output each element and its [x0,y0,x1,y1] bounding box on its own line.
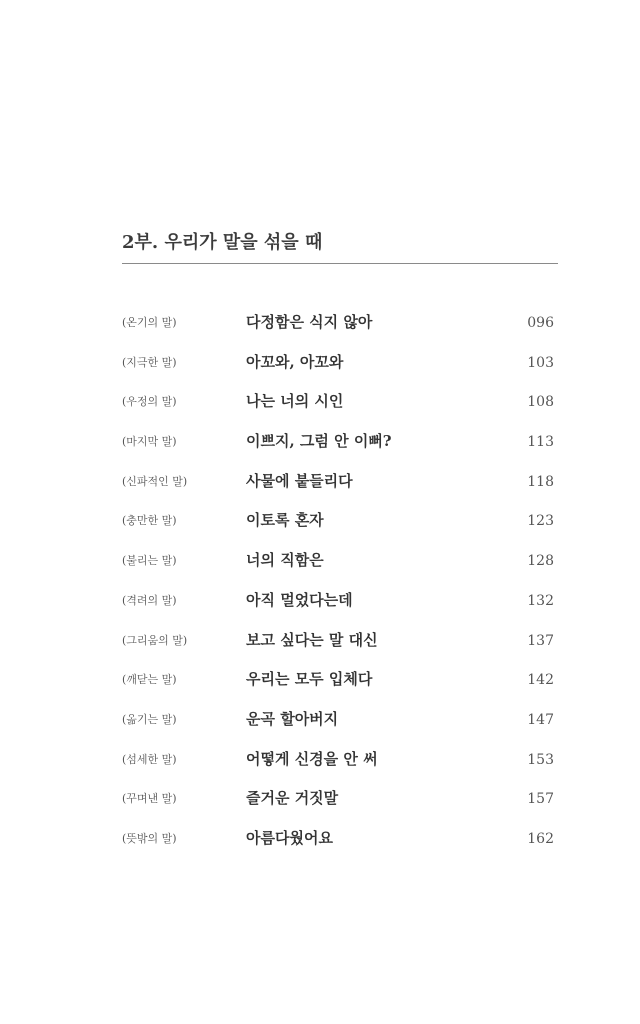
toc-page-number: 103 [527,354,554,371]
toc-title: 사물에 붙들리다 [246,471,353,490]
toc-title: 어떻게 신경을 안 써 [246,749,378,768]
toc-category: (온기의 말) [122,316,177,329]
toc-category: (불리는 말) [122,554,177,568]
section-header [122,226,558,264]
toc-entry[interactable] [122,703,554,743]
toc-page-number: 118 [527,473,554,490]
toc-category: (깨닫는 말) [122,673,177,687]
toc-category: (뜻밖의 말) [122,831,177,845]
toc-page-number: 157 [527,791,554,808]
toc-category: (우정의 말) [122,395,177,409]
toc-category: (지극한 말) [122,355,177,369]
toc-entry[interactable] [122,306,554,346]
toc-title: 아꼬와, 아꼬와 [246,352,344,371]
toc-category: (격려의 말) [122,593,177,607]
toc-title: 이토록 혼자 [246,511,324,530]
toc-category: (꾸며낸 말) [122,792,177,806]
toc-entry[interactable] [122,743,554,783]
toc-page-number: 147 [527,711,554,728]
toc-page-number: 096 [527,315,554,331]
toc-entry[interactable] [122,663,554,703]
toc-entry[interactable] [122,504,554,544]
table-of-contents [122,306,554,862]
toc-category: (충만한 말) [122,514,177,528]
toc-entry[interactable] [122,385,554,425]
toc-title: 다정함은 식지 않아 [246,313,373,331]
toc-category: (마지막 말) [122,435,177,449]
toc-entry[interactable] [122,425,554,465]
toc-category: (그리움의 말) [122,633,188,647]
toc-entry[interactable] [122,822,554,862]
toc-title: 보고 싶다는 말 대신 [246,630,378,649]
toc-page-number: 113 [527,434,554,451]
section-title: 2부. 우리가 말을 섞을 때 [122,232,323,253]
toc-title: 아름다웠어요 [246,828,333,847]
toc-entry[interactable] [122,465,554,505]
toc-title: 즐거운 거짓말 [246,789,339,808]
toc-category: (신파적인 말) [122,474,188,488]
toc-entry[interactable] [122,584,554,624]
toc-category: (옮기는 말) [122,712,177,726]
toc-title: 이쁘지, 그럼 안 이뻐? [246,432,392,451]
section-divider [122,263,558,264]
toc-page-number: 137 [527,632,554,649]
toc-title: 너의 직함은 [246,551,324,570]
toc-page-number: 108 [527,394,554,411]
toc-page-number: 128 [527,553,554,570]
toc-title: 우리는 모두 입체다 [246,670,373,689]
toc-page-number: 153 [527,751,554,768]
toc-entry[interactable] [122,782,554,822]
toc-title: 아직 멀었다는데 [246,590,353,609]
toc-page-number: 142 [527,672,554,689]
toc-page-number: 162 [527,830,554,847]
toc-category: (섬세한 말) [122,752,177,766]
toc-entry[interactable] [122,624,554,664]
toc-entry[interactable] [122,346,554,386]
toc-page-number: 132 [527,592,554,609]
toc-page-number: 123 [527,513,554,530]
toc-title: 나는 너의 시인 [246,392,344,411]
toc-title: 운곡 할아버지 [246,709,339,728]
toc-entry[interactable] [122,544,554,584]
